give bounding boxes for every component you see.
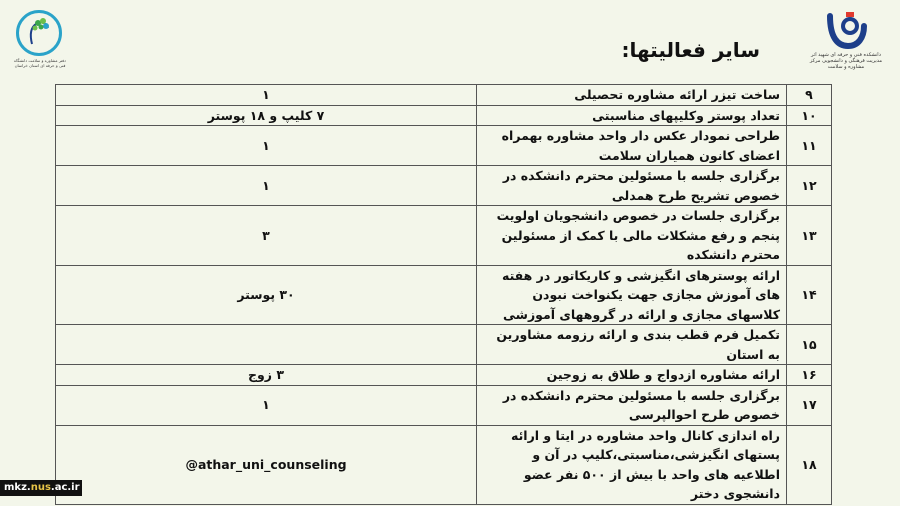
table-row [56, 105, 832, 126]
table-row [56, 365, 832, 386]
table-row [56, 206, 832, 266]
activity-value: ۳۰ پوستر [56, 265, 477, 325]
activity-value: ۱ [56, 166, 477, 206]
watermark-accent: nus [30, 482, 51, 493]
activity-value [56, 325, 477, 365]
activity-value: ۳ زوج [56, 365, 477, 386]
row-number: ۱۰ [787, 105, 832, 126]
activity-description: طراحی نمودار عکس دار واحد مشاوره بهمراه اعضای کانون همیاران سلامت [477, 126, 787, 166]
activity-description: راه اندازی کانال واحد مشاوره در ایتا و ارائه پستهای انگیزشی،مناسبتی،کلیپ در آن و اطلاعیه های واحد با بیش از ۵۰۰ نفر عضو دانشجوی دختر [477, 425, 787, 504]
activity-description: ساخت تیزر ارائه مشاوره تحصیلی [477, 85, 787, 106]
university-emblem-icon [826, 8, 868, 50]
activity-value: ۱ [56, 126, 477, 166]
activity-value: ۱ [56, 385, 477, 425]
activity-description: برگزاری جلسه با مسئولین محترم دانشکده در خصوص تشریح طرح همدلی [477, 166, 787, 206]
activities-table [55, 84, 832, 505]
row-number: ۱۶ [787, 365, 832, 386]
table-row [56, 166, 832, 206]
activity-description: ارائه مشاوره ازدواج و طلاق به زوجین [477, 365, 787, 386]
tree-head-icon [26, 16, 52, 46]
watermark-suffix: .ac.ir [50, 482, 80, 493]
row-number: ۱۱ [787, 126, 832, 166]
activity-value: ۷ کلیپ و ۱۸ پوستر [56, 105, 477, 126]
watermark-prefix: mkz. [4, 482, 31, 493]
activity-value: ۳ [56, 206, 477, 266]
row-number: ۱۷ [787, 385, 832, 425]
page-title: سایر فعالیتها: [621, 38, 760, 62]
activity-description: تکمیل فرم قطب بندی و ارائه رزومه مشاورین به استان [477, 325, 787, 365]
table-row [56, 85, 832, 106]
row-number: ۱۳ [787, 206, 832, 266]
logo-left-caption: دفتر مشاوره و سلامت دانشگاه فنی و حرفه ای استان خراسان [14, 58, 66, 68]
logo-right-caption: دانشکده فنی و حرفه ای شهید اثر مدیریت فرهنگی و دانشجویی مرکز مشاوره و سلامت [809, 52, 883, 70]
table-row [56, 126, 832, 166]
row-number: ۹ [787, 85, 832, 106]
activity-description: تعداد پوستر وکلیپهای مناسبتی [477, 105, 787, 126]
table-row [56, 385, 832, 425]
university-logo [809, 8, 883, 78]
table-row [56, 265, 832, 325]
row-number: ۱۲ [787, 166, 832, 206]
activity-description: ارائه پوسترهای انگیزشی و کاریکاتور در هفته های آموزش مجازی جهت یکنواخت نبودن کلاسهای مجازی و ارائه در گروههای آموزشی [477, 265, 787, 325]
activity-value: @athar_uni_counseling [56, 425, 477, 504]
row-number: ۱۵ [787, 325, 832, 365]
row-number: ۱۸ [787, 425, 832, 504]
table-row [56, 425, 832, 504]
activity-description: برگزاری جلسه با مسئولین محترم دانشکده در خصوص طرح احوالپرسی [477, 385, 787, 425]
site-watermark [0, 480, 82, 496]
row-number: ۱۴ [787, 265, 832, 325]
table-row [56, 325, 832, 365]
activity-description: برگزاری جلسات در خصوص دانشجویان اولویت پنجم و رفع مشکلات مالی با کمک از مسئولین محترم دانشکده [477, 206, 787, 266]
counseling-logo [12, 8, 68, 72]
activity-value: ۱ [56, 85, 477, 106]
